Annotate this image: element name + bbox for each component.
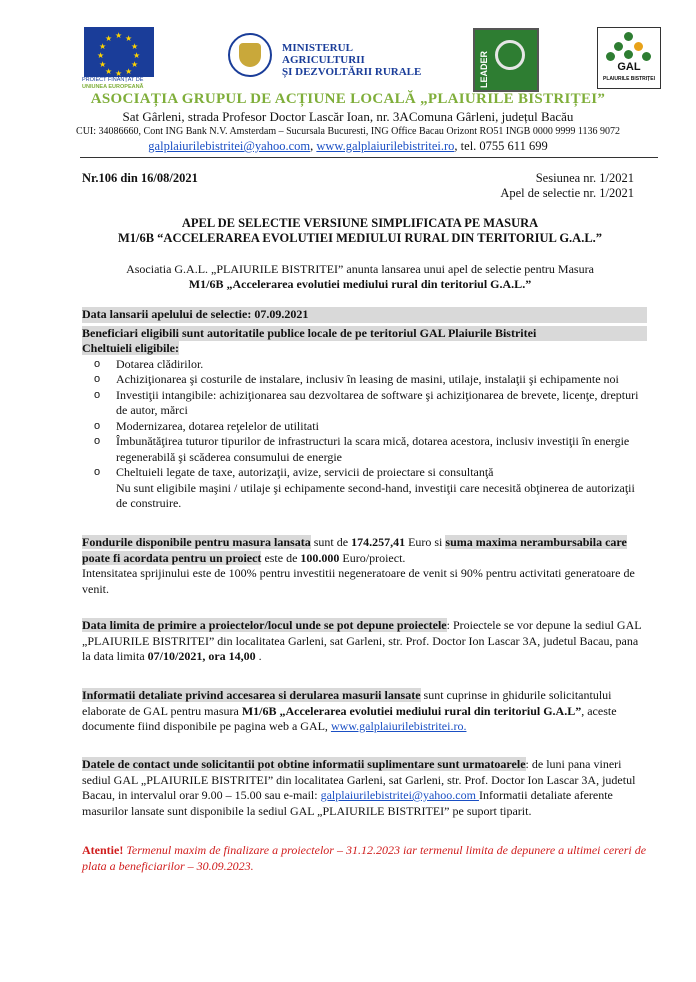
funds-max-label: suma maxima nerambursabila care poate fi acordata pentru un proiect: [82, 535, 627, 565]
info-section: [82, 688, 647, 735]
document-number: Nr.106 din 16/08/2021: [82, 171, 198, 185]
warning-text: Termenul maxim de finalizare a proiectelor – 31.12.2023 iar termenul limita de depunere a ultimei cereri de plata a beneficiarilor – 30.09.2023.: [82, 843, 647, 873]
launch-section: [82, 307, 647, 512]
deadline-label: Data limita de primire a proiectelor/locul unde se pot depune proiectele: [82, 618, 447, 632]
eu-flag-logo: ★ ★ ★ ★ ★ ★ ★ ★ ★ ★ ★ ★: [84, 27, 154, 77]
ministry-line1: MINISTERUL AGRICULTURII: [282, 42, 365, 66]
title-line2: M1/6B “ACCELERAREA EVOLUTIEI MEDIULUI RURAL DIN TERITORIUL G.A.L.”: [117, 231, 603, 245]
expense-text: Cheltuieli legate de taxe, autorizaţii, avize, servicii de proiectare si consultanţă: [116, 465, 494, 479]
header-divider: [80, 157, 658, 158]
title-line1: APEL DE SELECTIE VERSIUNE SIMPLIFICATA PE MASURA: [181, 216, 539, 230]
association-address: Sat Gârleni, strada Profesor Doctor Lascăr Ioan, nr. 3AComuna Gârleni, județul Bacău: [122, 109, 574, 124]
eligible-beneficiaries: Beneficiari eligibili sunt autoritatile publice locale de pe teritoriul GAL Plaiurile Bistritei: [82, 326, 647, 342]
contact-label: Datele de contact unde solicitantii pot obtine informatii suplimentare sunt urmatoarele: [82, 757, 526, 771]
funds-label: Fondurile disponibile pentru masura lansata: [82, 535, 311, 549]
bullet-icon: o: [94, 419, 101, 432]
bullet-icon: o: [94, 373, 101, 385]
bullet-icon: o: [94, 388, 101, 401]
funds-text4: Euro/proiect.: [339, 550, 406, 565]
funds-text3: este de: [261, 550, 301, 565]
header-website-link[interactable]: www.galplaiurilebistritei.ro: [316, 139, 455, 153]
info-label: Informatii detaliate privind accesarea si derularea masurii lansate: [82, 688, 421, 702]
eu-caption-line1: PROIECT FINANȚAT DE: [82, 77, 144, 83]
expense-text: Modernizarea, dotarea reţelelor de utilitati: [116, 418, 319, 433]
list-item: [94, 434, 647, 465]
contact-text1: : de luni pana vineri sediul GAL „PLAIURILE BISTRITEI” din localitatea Garleni, sat Garleni, str. Prof. Doctor Ion Lascar 3A, judetul Bacau, in intervalul orar 9.00 – 15.00 sau e-mail:: [82, 757, 636, 802]
intro-line2: M1/6B „Accelerarea evolutiei mediului rural din teritoriul G.A.L.”: [188, 277, 532, 291]
session-info: [500, 171, 634, 201]
support-intensity: Intensitatea sprijinului este de 100% pentru investitii negeneratoare de venit si 90% pentru activitati generatoare de venit.: [82, 566, 635, 596]
expense-text: Îmbunătăţirea tuturor tipurilor de infrastructuri la scara mică, dotarea acestora, inclusiv investiţii în energie regenerabilă şi scăderea consumului de energie: [116, 434, 630, 464]
info-text2: , aceste documente fiind disponibile pe pagina web a GAL,: [82, 703, 617, 733]
warning-section: [82, 843, 647, 874]
deadline-date: 07/10/2021, ora 14,00: [147, 649, 256, 663]
gal-logo-subtext: PLAIURILE BISTRIȚEI: [603, 76, 655, 82]
list-item: [94, 372, 647, 388]
gal-logo-text: GAL: [617, 61, 641, 73]
leader-logo: [473, 28, 539, 92]
list-item: [94, 465, 647, 512]
list-item: [94, 388, 647, 419]
intro-line1: Asociatia G.A.L. „PLAIURILE BISTRITEI” anunta lansarea unui apel de selectie pentru Masura: [126, 262, 594, 276]
ministry-name: [282, 42, 432, 78]
expense-text: Investiţii intangibile: achiziţionarea sau dezvoltarea de software şi achiziţionarea de brevete, licenţe, drepturi de autor, mărci: [116, 387, 639, 417]
bullet-icon: o: [94, 357, 101, 370]
deadline-end: .: [255, 649, 262, 663]
expense-text: Achiziţionarea şi costurile de instalare, inclusiv în leasing de masini, utilaje, instalaţii şi echipamente noi: [116, 372, 619, 386]
eu-caption-line2: UNIUNEA EUROPEANĂ: [82, 83, 144, 90]
expense-text: Dotarea clădirilor.: [116, 356, 204, 371]
funds-text1: sunt de: [310, 535, 352, 549]
contact-email-link[interactable]: galplaiurilebistritei@yahoo.com: [320, 788, 479, 802]
list-item: [94, 419, 647, 435]
deadline-text: : Proiectele se vor depune la sediul GAL „PLAIURILE BISTRITEI” din localitatea Garleni, sat Garleni, str. Prof. Doctor Ion Lascar 3A, judetul Bacau, pana la data limita: [82, 618, 642, 663]
ministry-line2: ȘI DEZVOLTĂRII RURALE: [282, 66, 422, 78]
expenses-list: [94, 357, 647, 512]
contact-section: [82, 757, 647, 819]
gal-logo: [597, 27, 661, 89]
intro-paragraph: [60, 262, 660, 292]
funds-section: [82, 535, 647, 597]
document-title: [60, 216, 660, 246]
info-measure: M1/6B „Accelerarea evolutiei mediului rural din teritoriul G.A.L”: [241, 703, 582, 718]
warning-label: Atentie!: [82, 843, 124, 857]
list-item: [94, 357, 647, 373]
leader-text: LEADER: [479, 50, 489, 88]
header-sep: ,: [310, 139, 317, 153]
expenses-title-wrap: [82, 341, 647, 357]
call-number: Apel de selectie nr. 1/2021: [500, 186, 634, 200]
funds-max-amount: 100.000: [300, 550, 340, 565]
contact-text2: Informatii detaliate aferente masurilor lansate sunt disponibile la sediul GAL „PLAIURILE BISTRITEI” pe suport tiparit.: [82, 788, 613, 818]
eu-caption: [82, 77, 202, 90]
bullet-icon: o: [94, 466, 101, 478]
website-link[interactable]: www.galplaiurilebistritei.ro.: [330, 719, 467, 733]
bank-details: CUI: 34086660, Cont ING Bank N.V. Amsterdam – Sucursala Bucuresti, ING Office Bacau Orizont RO51 INGB 0000 9999 1136 9072: [76, 126, 620, 137]
ministry-seal-logo: [228, 33, 272, 77]
funds-text2: Euro si: [405, 535, 446, 549]
info-text1: sunt cuprinse in ghidurile solicitantului elaborate de GAL pentru masura: [82, 688, 612, 718]
header-phone: , tel. 0755 611 699: [454, 139, 548, 153]
funds-amount: 174.257,41: [351, 535, 406, 549]
association-title: ASOCIAȚIA GRUPUL DE ACȚIUNE LOCALĂ „PLAIURILE BISTRIȚEI”: [90, 91, 606, 107]
expenses-note: Nu sunt eligibile maşini / utilaje şi echipamente second-hand, investiţii care necesită obţinerea de autorizaţii de construire.: [116, 480, 635, 510]
session-number: Sesiunea nr. 1/2021: [535, 171, 634, 185]
deadline-section: [82, 618, 647, 665]
launch-date: Data lansarii apelului de selectie: 07.09.2021: [82, 307, 647, 323]
header-contact: [0, 139, 696, 154]
expenses-title: Cheltuieli eligibile:: [82, 341, 179, 355]
header-email-link[interactable]: galplaiurilebistritei@yahoo.com: [148, 139, 311, 153]
bullet-icon: o: [94, 435, 101, 447]
